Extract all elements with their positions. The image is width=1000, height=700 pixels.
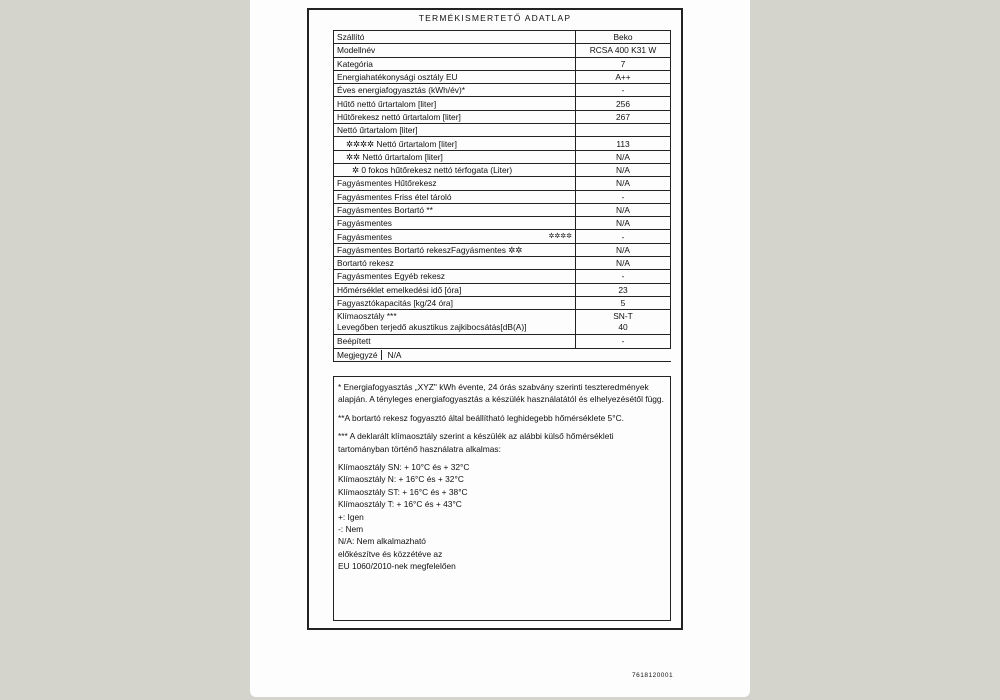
- row-label: Energiahatékonysági osztály EU: [334, 70, 576, 83]
- climate-class-value: SN-T: [613, 311, 633, 322]
- row-label-text: Fagyásmentes: [337, 231, 392, 242]
- row-value: N/A: [576, 243, 671, 256]
- row-value: -: [576, 230, 671, 243]
- table-row: [334, 44, 671, 57]
- row-label: Modellnév: [334, 44, 576, 57]
- row-value: N/A: [576, 150, 671, 163]
- row-label: [334, 230, 576, 243]
- table-row-note: [334, 348, 671, 361]
- row-value: N/A: [576, 203, 671, 216]
- climate-sn: Klímaosztály SN: + 10°C és + 32°C: [338, 462, 470, 473]
- noise-label: Levegőben terjedő akusztikus zajkibocsátás[dB(A)]: [337, 322, 527, 333]
- climate-st: Klímaosztály ST: + 16°C és + 38°C: [338, 486, 468, 497]
- table-row: [334, 257, 671, 270]
- row-label: Fagyásmentes Friss étel tároló: [334, 190, 576, 203]
- table-row: [334, 217, 671, 230]
- row-value: A++: [576, 70, 671, 83]
- row-label: ✲✲✲✲ Nettó űrtartalom [liter]: [334, 137, 576, 150]
- table-row: [334, 243, 671, 256]
- row-value: -: [576, 335, 671, 348]
- row-label: Nettó űrtartalom [liter]: [334, 124, 576, 137]
- row-value: N/A: [576, 257, 671, 270]
- row-label: ✲✲ Nettó űrtartalom [liter]: [334, 150, 576, 163]
- note-row-cell: [334, 348, 671, 361]
- row-label: Fagyásmentes: [334, 217, 576, 230]
- row-value: -: [576, 270, 671, 283]
- climate-class-label: Klímaosztály ***: [337, 311, 397, 322]
- row-label: Éves energiafogyasztás (kWh/év)*: [334, 84, 576, 97]
- table-row: [334, 84, 671, 97]
- row-value: N/A: [576, 217, 671, 230]
- row-label: Hűtő nettó űrtartalom [liter]: [334, 97, 576, 110]
- row-value: RCSA 400 K31 W: [576, 44, 671, 57]
- table-row: [334, 110, 671, 123]
- row-label: Kategória: [334, 57, 576, 70]
- row-label: Fagyásmentes Hűtőrekesz: [334, 177, 576, 190]
- note-climate: *** A deklarált klímaosztály szerint a készülék az alábbi külső hőmérsékleti tartományban történő használatra alkalmas:: [338, 431, 614, 454]
- climate-n: Klímaosztály N: + 16°C és + 32°C: [338, 474, 464, 485]
- table-row: [334, 203, 671, 216]
- document-page: [250, 0, 750, 697]
- table-row: [334, 150, 671, 163]
- row-label: Fagyásmentes Egyéb rekesz: [334, 270, 576, 283]
- table-row: [334, 31, 671, 44]
- row-label: ✲ 0 fokos hűtőrekesz nettó térfogata (Liter): [334, 163, 576, 176]
- legend-yes: +: Igen: [338, 511, 364, 522]
- row-value: -: [576, 190, 671, 203]
- row-value: N/A: [576, 177, 671, 190]
- row-value: N/A: [576, 163, 671, 176]
- row-value: 267: [576, 110, 671, 123]
- row-value: 23: [576, 283, 671, 296]
- table-row: [334, 283, 671, 296]
- row-label: Fagyasztókapacitás [kg/24 óra]: [334, 296, 576, 309]
- table-row: [334, 296, 671, 309]
- row-value: 113: [576, 137, 671, 150]
- table-row: [334, 57, 671, 70]
- table-row-climate: [334, 310, 671, 335]
- table-row: [334, 70, 671, 83]
- table-row: [334, 97, 671, 110]
- climate-values: [576, 310, 671, 335]
- table-row: [334, 230, 671, 243]
- row-label: Bortartó rekesz: [334, 257, 576, 270]
- climate-t: Klímaosztály T: + 16°C és + 43°C: [338, 499, 462, 510]
- legend-na: N/A: Nem alkalmazható: [338, 536, 426, 547]
- four-star-freezer-icon: ✲✲✲✲: [548, 232, 572, 240]
- row-value: 256: [576, 97, 671, 110]
- table-row: [334, 163, 671, 176]
- table-row: [334, 177, 671, 190]
- note-energy: * Energiafogyasztás „XYZ" kWh évente, 24 órás szabvány szerinti teszteredmények alapján. A tényleges energiafogyasztás a készülék használatától és elhelyezésétől függ.: [338, 382, 664, 405]
- legend-regulation: EU 1060/2010-nek megfelelően: [338, 561, 456, 572]
- row-value: 5: [576, 296, 671, 309]
- noise-value: 40: [618, 322, 628, 333]
- row-value: [576, 124, 671, 137]
- notes-box: [333, 376, 671, 621]
- row-label: Hőmérséklet emelkedési idő [óra]: [334, 283, 576, 296]
- legend-prepared: előkészítve és közzétéve az: [338, 548, 443, 559]
- row-label: Beépített: [334, 335, 576, 348]
- table-row: [334, 137, 671, 150]
- spec-table-body: [334, 31, 671, 362]
- row-value: 7: [576, 57, 671, 70]
- row-label: Fagyásmentes Bortartó **: [334, 203, 576, 216]
- document-code: 7618120001: [632, 672, 674, 679]
- row-label: Hűtőrekesz nettó űrtartalom [liter]: [334, 110, 576, 123]
- table-row: [334, 270, 671, 283]
- datasheet-title: TERMÉKISMERTETŐ ADATLAP: [418, 13, 572, 23]
- table-row: [334, 190, 671, 203]
- datasheet-frame: [307, 8, 683, 630]
- legend-no: -: Nem: [338, 524, 364, 535]
- row-value: -: [576, 84, 671, 97]
- table-row: [334, 124, 671, 137]
- row-value: Beko: [576, 31, 671, 44]
- note-row-label: Megjegyzé: [337, 350, 382, 360]
- note-wine: **A bortartó rekesz fogyasztó által beállítható leghidegebb hőmérséklete 5°C.: [338, 412, 624, 423]
- note-row-value: N/A: [387, 349, 402, 360]
- spec-table: [333, 30, 671, 362]
- row-label: Fagyásmentes Bortartó rekeszFagyásmentes ✲✲: [334, 243, 576, 256]
- table-row: [334, 335, 671, 348]
- row-label: Szállító: [334, 31, 576, 44]
- climate-labels: [334, 310, 576, 335]
